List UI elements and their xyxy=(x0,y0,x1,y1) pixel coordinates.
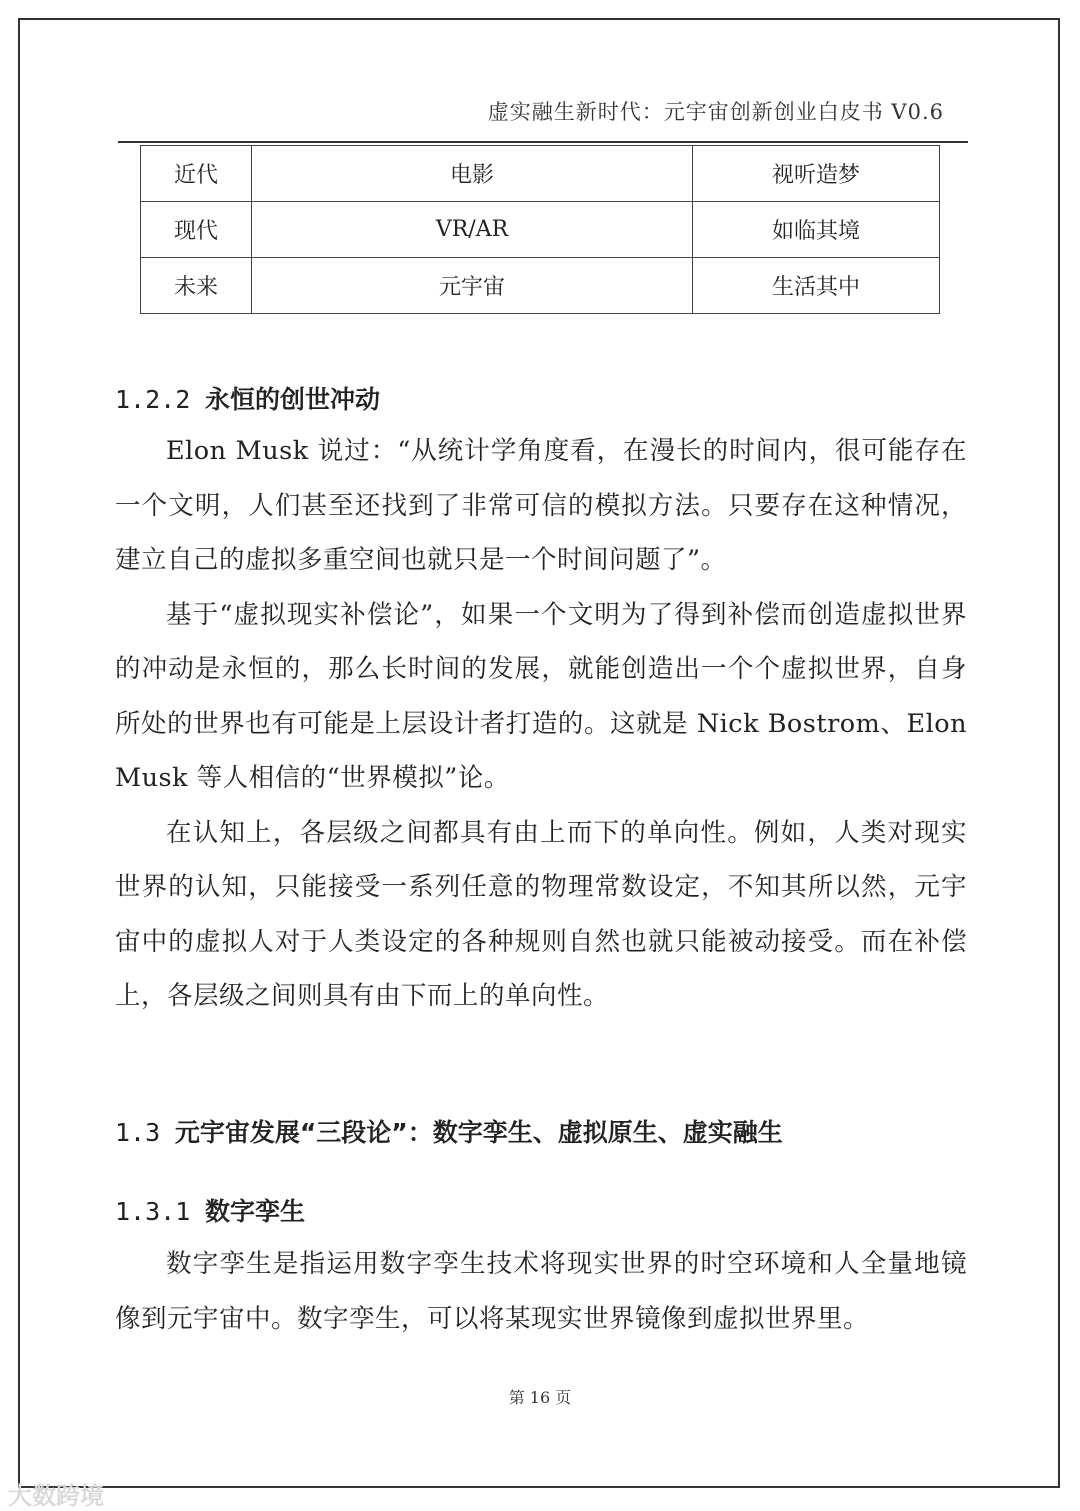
section-heading-1-2-2 xyxy=(115,380,380,416)
table-cell: 视听造梦 xyxy=(693,146,940,202)
table-cell: 元宇宙 xyxy=(252,258,693,314)
paragraph: 在认知上，各层级之间都具有由上而下的单向性。例如，人类对现实世界的认知，只能接受一系列任意的物理常数设定，不知其所以然，元宇宙中的虚拟人对于人类设定的各种规则自然也就只能被动接受。而在补偿上，各层级之间则具有由下而上的单向性。 xyxy=(115,817,967,1011)
page-number: 第 16 页 xyxy=(508,1388,572,1407)
section-number: 1.2.2 xyxy=(115,385,191,414)
table-row xyxy=(141,258,940,314)
section-1-3-1-body xyxy=(115,1237,967,1346)
table-row xyxy=(141,146,940,202)
paragraph: 基于“虚拟现实补偿论”，如果一个文明为了得到补偿而创造虚拟世界的冲动是永恒的，那么长时间的发展，就能创造出一个个虚拟世界，自身所处的世界也有可能是上层设计者打造的。这就是 Nick Bostrom、Elon Musk 等人相信的“世界模拟”论。 xyxy=(115,599,967,793)
header-divider xyxy=(118,141,968,143)
table-row xyxy=(141,202,940,258)
section-number: 1.3 xyxy=(115,1118,161,1147)
table-cell: VR/AR xyxy=(252,202,693,258)
table-cell: 如临其境 xyxy=(693,202,940,258)
paragraph: Elon Musk 说过：“从统计学角度看，在漫长的时间内，很可能存在一个文明，人们甚至还找到了非常可信的模拟方法。只要存在这种情况，建立自己的虚拟多重空间也就只是一个时间问题了”。 xyxy=(115,436,967,575)
section-title: 元宇宙发展“三段论”：数字孪生、虚拟原生、虚实融生 xyxy=(174,1118,783,1147)
table-cell: 生活其中 xyxy=(693,258,940,314)
table-cell: 现代 xyxy=(141,202,252,258)
table-cell: 电影 xyxy=(252,146,693,202)
section-1-2-2-body xyxy=(115,424,967,1024)
paragraph: 数字孪生是指运用数字孪生技术将现实世界的时空环境和人全量地镜像到元宇宙中。数字孪生，可以将某现实世界镜像到虚拟世界里。 xyxy=(115,1249,967,1334)
section-heading-1-3 xyxy=(115,1113,783,1149)
section-number: 1.3.1 xyxy=(115,1197,191,1226)
header-title: 虚实融生新时代：元宇宙创新创业白皮书 V0.6 xyxy=(487,100,944,124)
section-title: 数字孪生 xyxy=(204,1197,305,1226)
table-cell: 近代 xyxy=(141,146,252,202)
section-title: 永恒的创世冲动 xyxy=(204,385,380,414)
watermark-logo: 大数跨境 xyxy=(8,1482,104,1510)
section-heading-1-3-1 xyxy=(115,1192,305,1228)
era-table xyxy=(140,145,940,314)
table-cell: 未来 xyxy=(141,258,252,314)
